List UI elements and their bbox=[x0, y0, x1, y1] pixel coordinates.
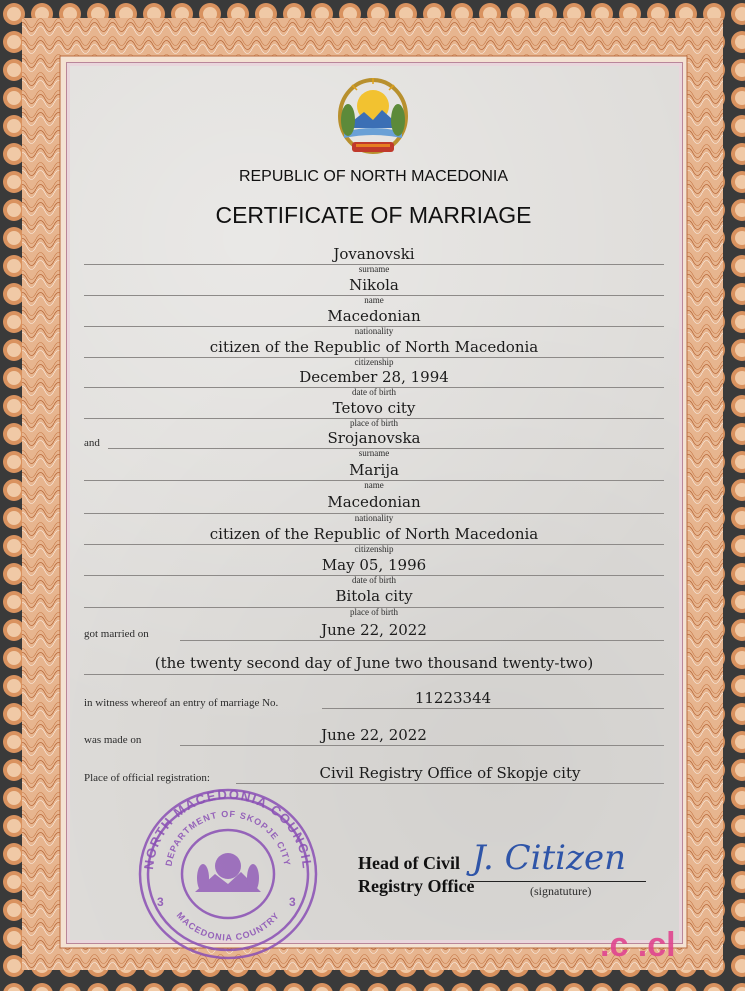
caption-surname: surname bbox=[358, 264, 390, 274]
marriage-date: June 22, 2022 bbox=[321, 621, 427, 639]
spouse1-date-of-birth: December 28, 1994 bbox=[299, 368, 449, 386]
underline bbox=[84, 674, 664, 675]
spouse1-name: Nikola bbox=[349, 276, 399, 294]
marriage-date-words: (the twenty second day of June two thousand twenty-two) bbox=[154, 654, 594, 672]
spouse2-nationality: Macedonian bbox=[327, 493, 421, 511]
witness-label: in witness whereof an entry of marriage No. bbox=[84, 697, 279, 709]
spouse1-surname: Jovanovski bbox=[333, 245, 415, 263]
coat-of-arms-icon bbox=[334, 76, 412, 162]
certificate-title: CERTIFICATE OF MARRIAGE bbox=[215, 202, 532, 228]
spouse1-citizenship: citizen of the Republic of North Macedonia bbox=[209, 338, 539, 356]
caption-place-of-birth: place of birth bbox=[350, 607, 398, 617]
caption-place-of-birth: place of birth bbox=[350, 418, 398, 428]
and-label: and bbox=[84, 437, 100, 449]
caption-nationality: nationality bbox=[354, 513, 394, 523]
seal-number-right: 3 bbox=[289, 895, 296, 909]
head-office-title bbox=[358, 852, 474, 898]
spouse2-place-of-birth: Bitola city bbox=[335, 587, 413, 605]
caption-citizenship: citizenship bbox=[354, 357, 394, 367]
svg-text:MACEDONIA COUNTRY bbox=[175, 910, 282, 942]
caption-date-of-birth: date of birth bbox=[352, 575, 396, 585]
got-married-on-label: got married on bbox=[84, 628, 149, 640]
head-office-line2: Registry Office bbox=[358, 876, 475, 896]
made-on-label: was made on bbox=[84, 734, 142, 746]
underline bbox=[180, 640, 664, 641]
caption-nationality: nationality bbox=[354, 326, 394, 336]
official-seal-stamp bbox=[133, 782, 323, 962]
entry-number: 11223344 bbox=[414, 689, 492, 707]
spouse2-surname: Srojanovska bbox=[327, 429, 421, 447]
made-on-date: June 22, 2022 bbox=[321, 726, 427, 744]
spouse2-citizenship: citizen of the Republic of North Macedonia bbox=[209, 525, 539, 543]
spouse2-name: Marija bbox=[349, 461, 399, 479]
caption-name: name bbox=[364, 295, 384, 305]
registration-place: Civil Registry Office of Skopje city bbox=[319, 764, 581, 782]
seal-ring-text: NORTH MACEDONIA COUNCIL bbox=[141, 786, 315, 871]
signature-line bbox=[470, 881, 646, 882]
caption-date-of-birth: date of birth bbox=[352, 387, 396, 397]
signature-caption: (signatuture) bbox=[530, 884, 592, 898]
caption-surname: surname bbox=[358, 448, 390, 458]
head-office-line1: Head of Civil bbox=[358, 853, 460, 873]
place-registration-label: Place of official registration: bbox=[84, 772, 210, 784]
seal-inner-text: DEPARTMENT OF SKOPJE CITY bbox=[163, 808, 293, 868]
seal-bottom-text: MACEDONIA COUNTRY bbox=[174, 910, 282, 943]
seal-number-left: 3 bbox=[157, 895, 164, 909]
spouse2-date-of-birth: May 05, 1996 bbox=[321, 556, 427, 574]
spouse1-place-of-birth: Tetovo city bbox=[332, 399, 416, 417]
caption-name: name bbox=[364, 480, 384, 490]
country-heading: REPUBLIC OF NORTH MACEDONIA bbox=[238, 168, 509, 185]
watermark: .c .cl bbox=[600, 926, 676, 964]
underline bbox=[322, 708, 664, 709]
caption-citizenship: citizenship bbox=[354, 544, 394, 554]
spouse1-nationality: Macedonian bbox=[327, 307, 421, 325]
underline bbox=[180, 745, 664, 746]
signature: J. Citizen bbox=[472, 838, 626, 878]
